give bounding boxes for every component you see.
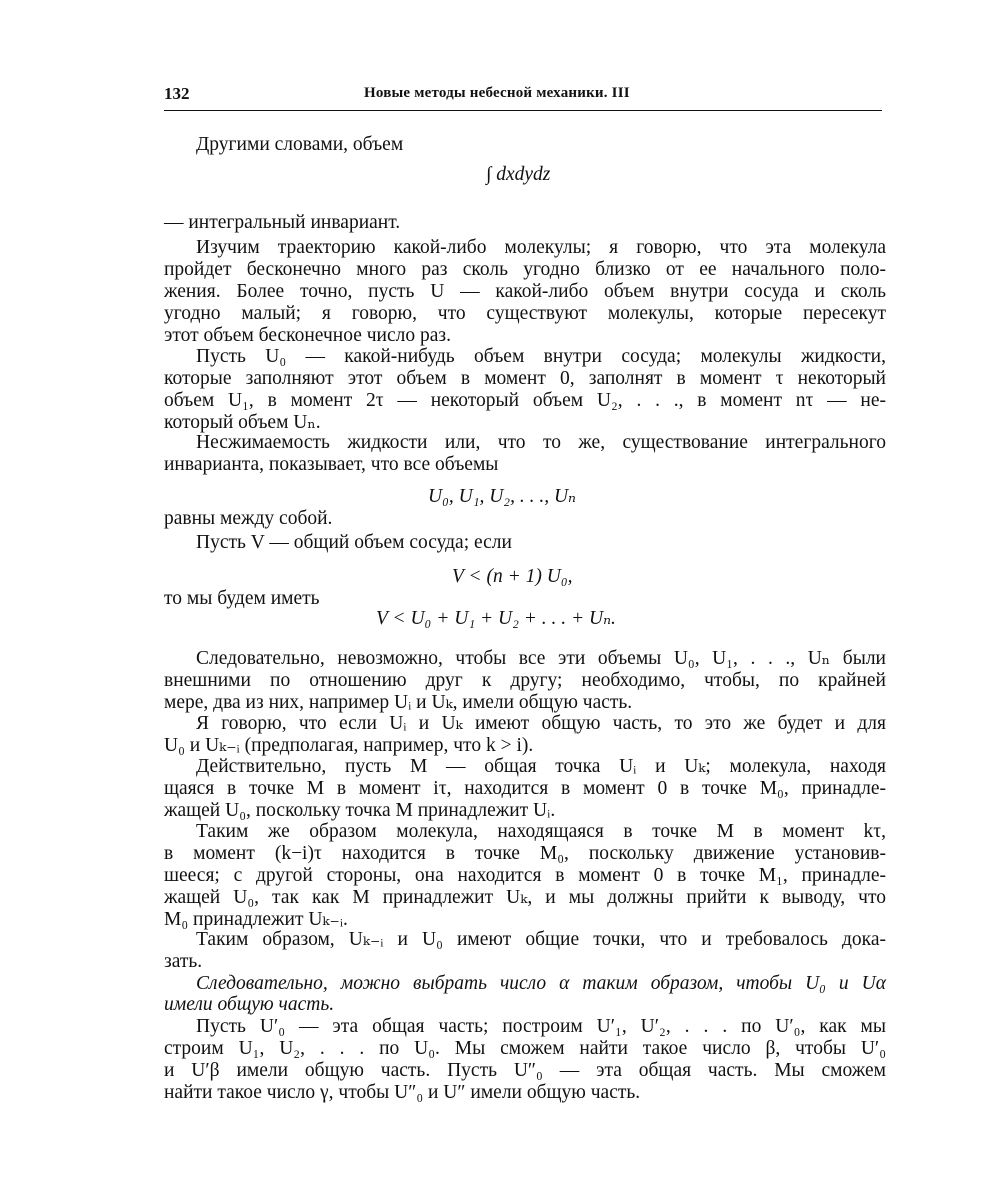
text-line: жащей U₀, так как M принадлежит Uₖ, и мы должны прийти к выводу, что: [164, 887, 886, 908]
text-line: Пусть U₀ — какой-нибудь объем внутри сосуда; молекулы жидкости,: [196, 346, 886, 367]
text-line: пройдет бесконечно много раз сколь угодно близко от ее начального поло-: [164, 259, 886, 280]
formula-volumes: U₀, U₁, U₂, . . ., Uₙ: [428, 486, 576, 507]
text-line: инварианта, показывает, что все объемы: [164, 454, 499, 475]
text-line: который объем Uₙ.: [164, 412, 321, 433]
text-line: M₀ принадлежит Uₖ₋ᵢ.: [164, 909, 348, 930]
text-line: то мы будем иметь: [164, 588, 320, 609]
text-line: строим U₁, U₂, . . . по U₀. Мы сможем найти такое число β, чтобы U′₀: [164, 1038, 886, 1059]
formula-inequality-2: V < U₀ + U₁ + U₂ + . . . + Uₙ.: [376, 608, 616, 629]
text-line: равны между собой.: [164, 508, 333, 529]
text-line: найти такое число γ, чтобы U″₀ и U″ имели общую часть.: [164, 1082, 641, 1103]
italic-line: Следовательно, можно выбрать число α таким образом, чтобы U₀ и Uα: [196, 973, 886, 994]
text-line: U₀ и Uₖ₋ᵢ (предполагая, например, что k > i).: [164, 735, 534, 756]
text-line: угодно малый; я говорю, что существуют молекулы, которые пересекут: [164, 303, 886, 324]
page-header: [164, 84, 882, 111]
text-line: этот объем бесконечное число раз.: [164, 325, 451, 346]
text-line: Таким же образом молекула, находящаяся в точке M в момент kτ,: [196, 821, 886, 842]
formula-integral: ∫ dxdydz: [486, 164, 551, 185]
text-line: и U′β имели общую часть. Пусть U″₀ — эта общая часть. Мы сможем: [164, 1060, 886, 1081]
text-line: Я говорю, что если Uᵢ и Uₖ имеют общую часть, то это же будет и для: [196, 713, 886, 734]
text-line: зать.: [164, 951, 203, 972]
text-line: Пусть U′₀ — эта общая часть; построим U′₁, U′₂, . . . по U′₀, как мы: [196, 1016, 886, 1037]
text-line: Действительно, пусть M — общая точка Uᵢ и Uₖ; молекула, находя: [196, 756, 886, 777]
text-line: внешними по отношению друг к другу; необходимо, чтобы, по крайней: [164, 670, 886, 691]
text-line: — интегральный инвариант.: [164, 212, 401, 233]
text-line: Другими словами, объем: [196, 134, 404, 155]
text-line: Пусть V — общий объем сосуда; если: [196, 532, 512, 553]
text-line: Изучим траекторию какой-либо молекулы; я говорю, что эта молекула: [196, 237, 886, 258]
text-line: объем U₁, в момент 2τ — некоторый объем U₂, . . ., в момент nτ — не-: [164, 390, 886, 411]
text-line: щаяся в точке M в момент iτ, находится в момент 0 в точке M₀, принадле-: [164, 778, 886, 799]
formula-inequality-1: V < (n + 1) U₀,: [452, 566, 573, 587]
text-line: в момент (k−i)τ находится в точке M₀, поскольку движение установив-: [164, 843, 886, 864]
text-line: шееся; с другой стороны, она находится в момент 0 в точке M₁, принадле-: [164, 865, 886, 886]
text-line: Таким образом, Uₖ₋ᵢ и U₀ имеют общие точки, что и требовалось дока-: [196, 929, 886, 950]
text-line: Следовательно, невозможно, чтобы все эти объемы U₀, U₁, . . ., Uₙ были: [196, 648, 886, 669]
text-line: мере, два из них, например Uᵢ и Uₖ, имели общую часть.: [164, 692, 633, 713]
running-title: Новые методы небесной механики. III: [364, 85, 630, 101]
italic-line: имели общую часть.: [164, 994, 335, 1015]
text-line: жащей U₀, поскольку точка M принадлежит Uᵢ.: [164, 800, 556, 821]
text-line: которые заполняют этот объем в момент 0, заполнят в момент τ некоторый: [164, 368, 886, 389]
page-number: 132: [164, 84, 190, 103]
text-line: жения. Более точно, пусть U — какой-либо объем внутри сосуда и сколь: [164, 281, 886, 302]
text-line: Несжимаемость жидкости или, что то же, существование интегрального: [196, 432, 886, 453]
